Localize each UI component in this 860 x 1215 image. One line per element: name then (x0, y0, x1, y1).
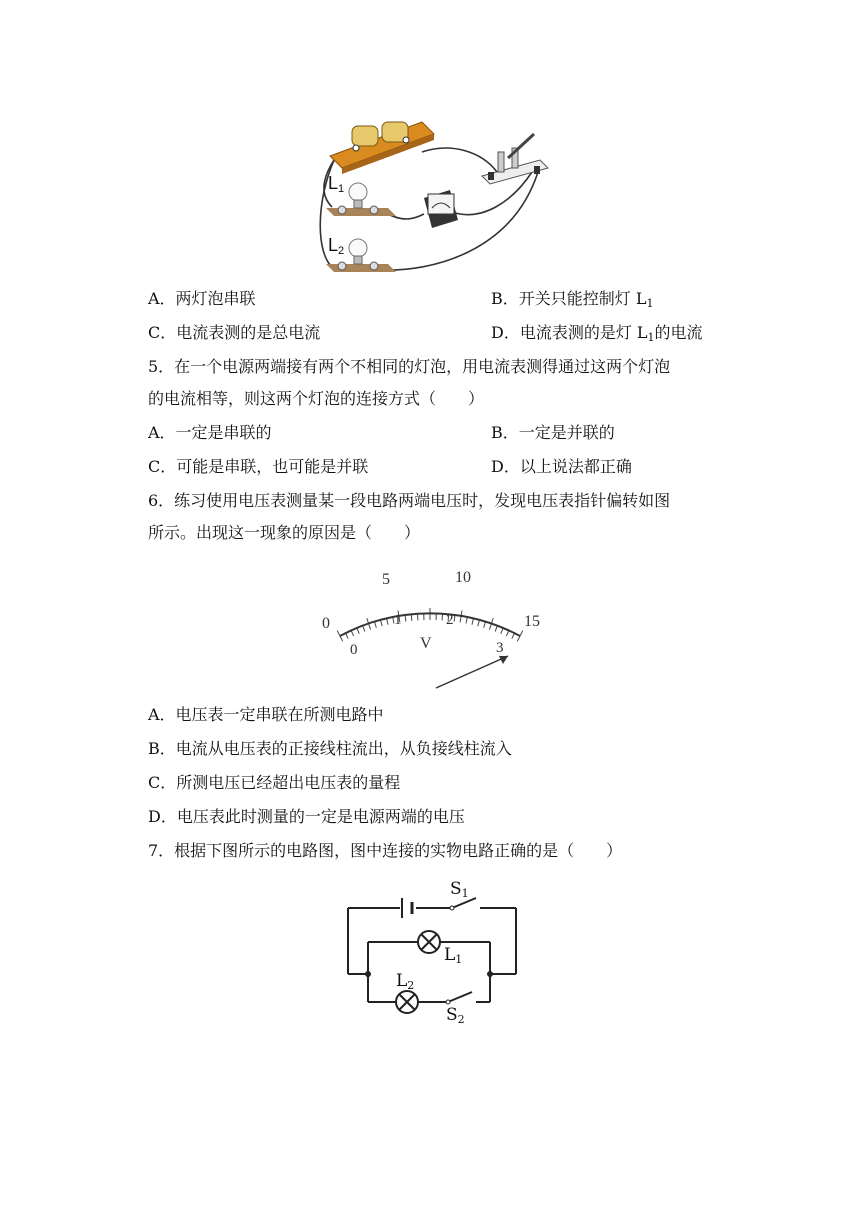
q4-option-a[interactable]: A．两灯泡串联 (148, 289, 256, 308)
q5-option-b[interactable]: B．一定是并联的 (491, 423, 615, 442)
q6-stem-line2: 所示。出现这一现象的原因是（ ） (148, 523, 421, 542)
battery-box (330, 122, 434, 174)
label-l2: $L_2$ (328, 235, 345, 257)
q4-option-d[interactable]: D．电流表测的是灯 $L_1$的电流 (491, 323, 703, 344)
ammeter (424, 190, 458, 228)
label-l1: $L_1$ (328, 173, 345, 195)
upper-label-15: 15 (524, 613, 540, 630)
q5-option-c[interactable]: C．可能是串联，也可能是并联 (148, 457, 369, 476)
q4-option-b[interactable]: B．开关只能控制灯 $L_1$ (491, 289, 654, 310)
q6-option-d[interactable]: D．电压表此时测量的一定是电源两端的电压 (148, 807, 465, 826)
q5-stem-line1: 5．在一个电源两端接有两个不相同的灯泡，用电流表测得通过这两个灯泡 (148, 357, 671, 376)
q5-option-a[interactable]: A．一定是串联的 (148, 423, 272, 442)
upper-label-5: 5 (382, 571, 390, 588)
lower-label-3: 3 (496, 640, 504, 656)
q6-option-a[interactable]: A．电压表一定串联在所测电路中 (148, 705, 384, 724)
physical-circuit-figure (312, 112, 552, 280)
unit-label: V (420, 635, 432, 652)
voltmeter-figure (300, 560, 560, 695)
q6-stem-line1: 6．练习使用电压表测量某一段电路两端电压时，发现电压表指针偏转如图 (148, 491, 671, 510)
lower-label-0: 0 (350, 642, 358, 658)
label-s1: $S_1$ (450, 879, 469, 900)
circuit-diagram-figure (340, 878, 530, 1028)
q7-stem: 7．根据下图所示的电路图，图中连接的实物电路正确的是（ ） (148, 841, 623, 860)
q6-option-b[interactable]: B．电流从电压表的正接线柱流出，从负接线柱流入 (148, 739, 512, 758)
q6-option-c[interactable]: C．所测电压已经超出电压表的量程 (148, 773, 401, 792)
label-l2-circuit: $L_2$ (396, 971, 415, 992)
label-s2: $S_2$ (446, 1005, 465, 1026)
upper-label-10: 10 (455, 569, 471, 586)
q4-option-c[interactable]: C．电流表测的是总电流 (148, 323, 321, 342)
lower-label-1: 1 (394, 612, 402, 628)
lower-label-2: 2 (446, 612, 454, 628)
upper-label-0: 0 (322, 615, 330, 632)
q5-option-d[interactable]: D．以上说法都正确 (491, 457, 632, 476)
knife-switch (482, 134, 548, 184)
q5-stem-line2: 的电流相等，则这两个灯泡的连接方式（ ） (148, 389, 485, 408)
label-l1-circuit: $L_1$ (444, 945, 463, 966)
